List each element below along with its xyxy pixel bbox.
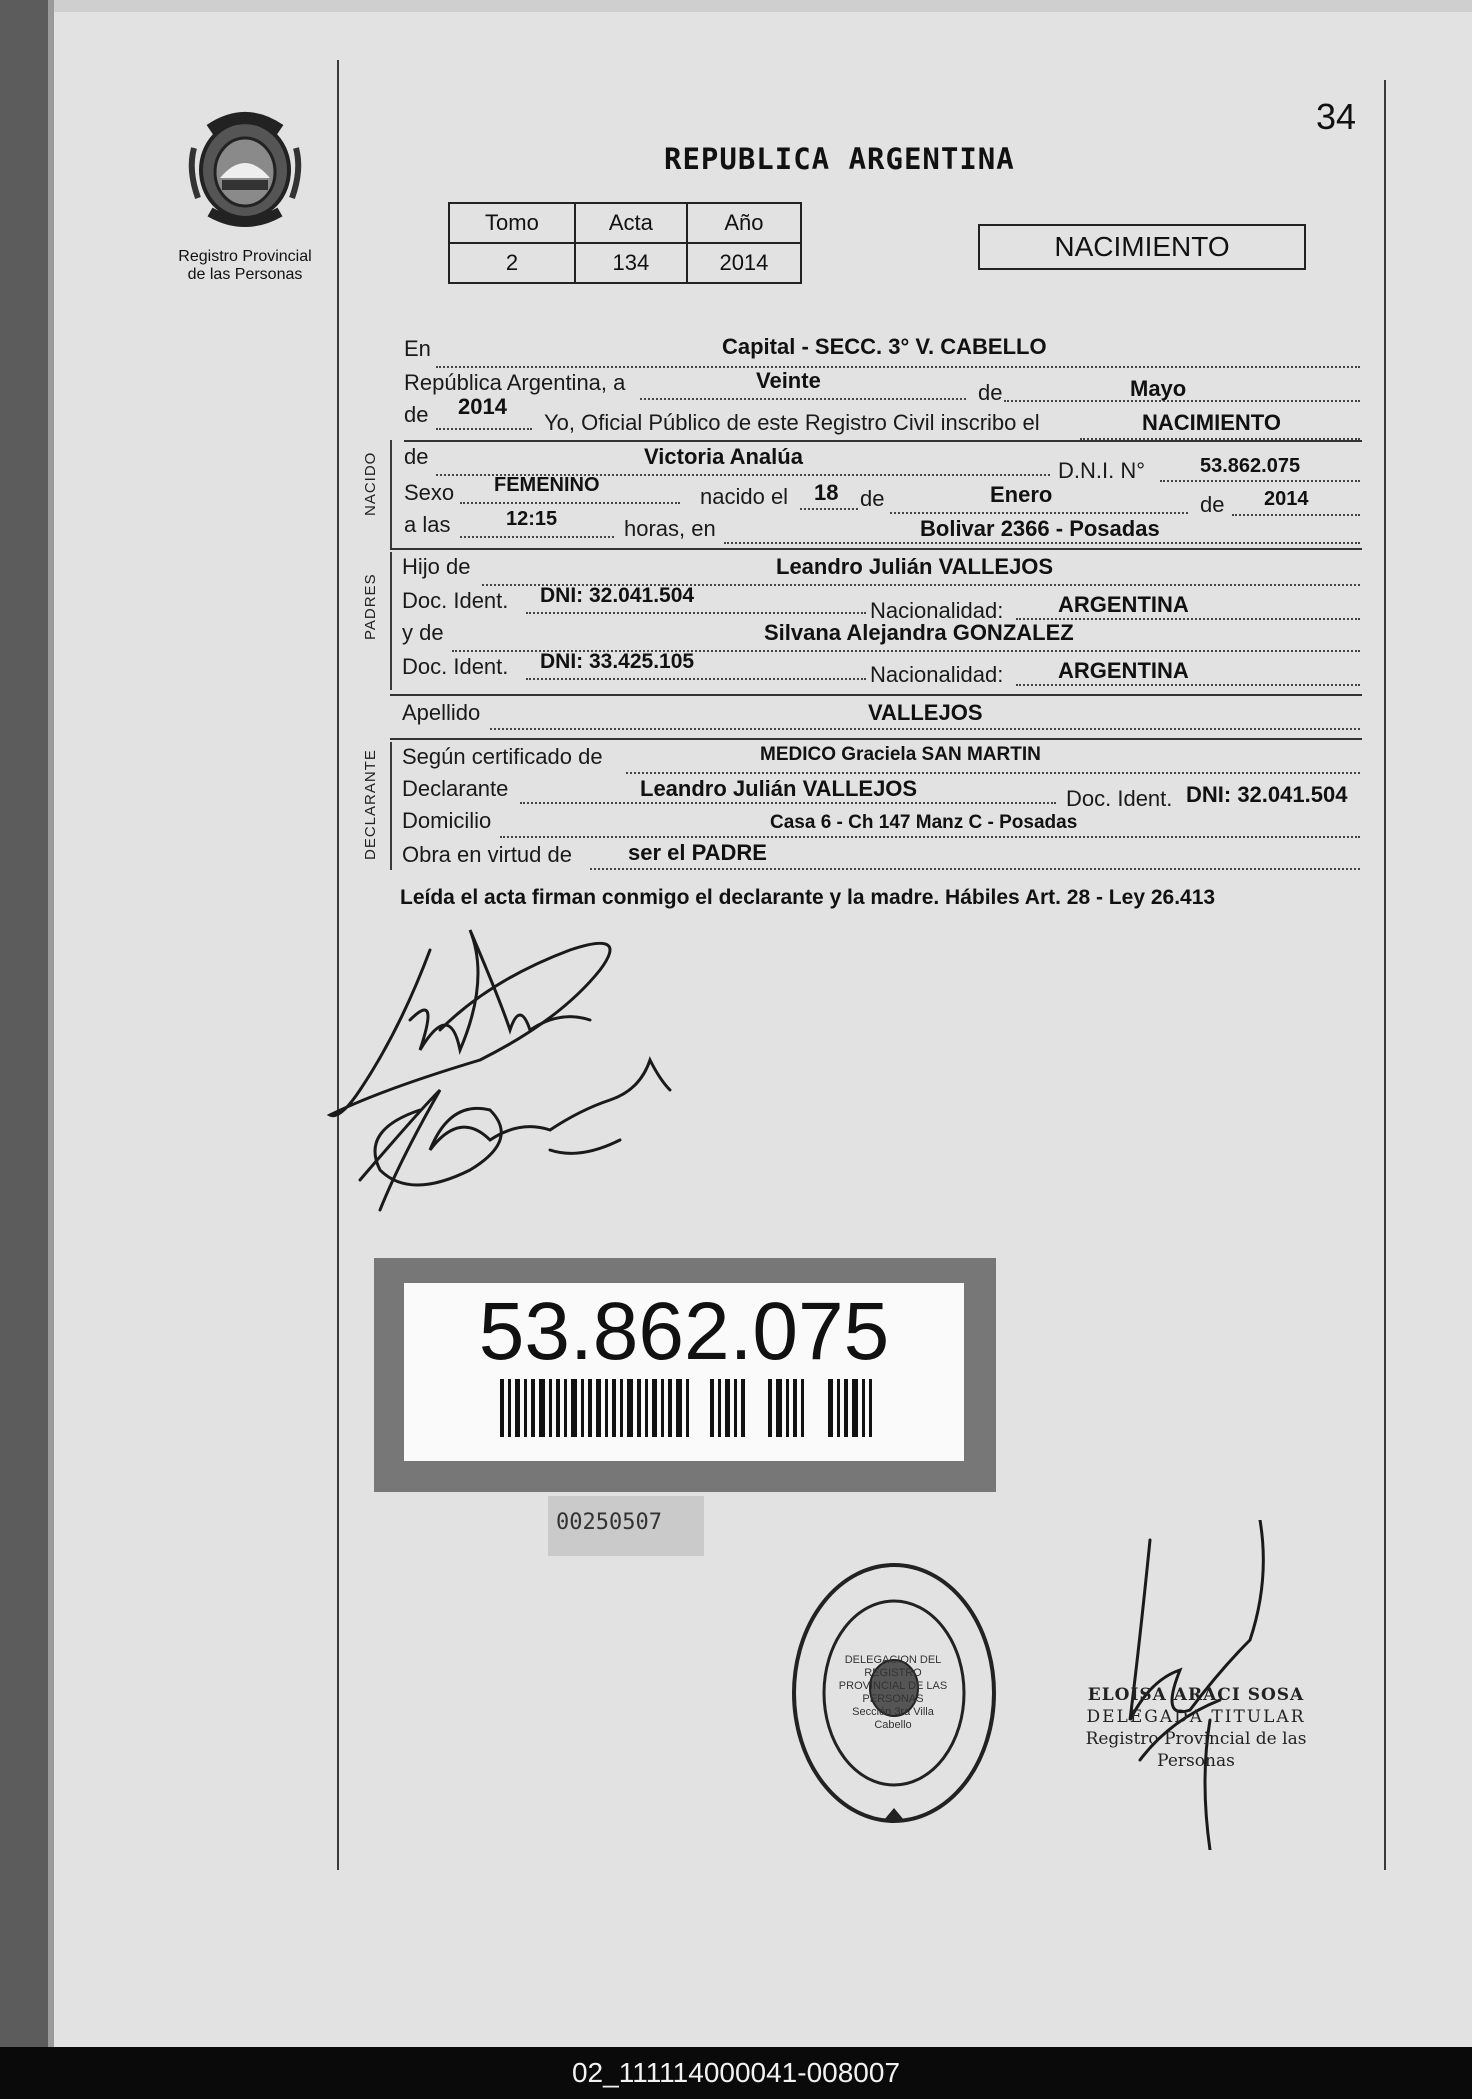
section-divider: [390, 548, 1362, 550]
father-doc: DNI: 32.041.504: [540, 584, 695, 607]
mother-nationality: ARGENTINA: [1058, 658, 1189, 683]
domicilio-value: Casa 6 - Ch 147 Manz C - Posadas: [770, 812, 1078, 833]
officer-block: [1066, 1684, 1326, 1772]
officer-role: DELEGADA TITULAR: [1086, 1707, 1306, 1727]
sexo-value: FEMENINO: [494, 474, 600, 496]
dotted-line: [436, 366, 1360, 368]
signature-mother-stroke: [360, 1090, 440, 1210]
closing-statement: Leída el acta firman conmigo el declarante y la madre. Hábiles Art. 28 - Ley 26.413: [400, 886, 1216, 909]
dotted-line: [1016, 684, 1360, 686]
apellido-value: VALLEJOS: [868, 700, 983, 725]
statement-text: Yo, Oficial Público de este Registro Civil inscribo el: [544, 410, 1040, 435]
dotted-line: [520, 802, 1056, 804]
birth-time: 12:15: [506, 508, 558, 530]
declarante-label: Declarante: [402, 776, 509, 801]
dotted-line: [800, 508, 858, 510]
dotted-line: [460, 536, 614, 538]
tomo-header: Tomo: [449, 203, 575, 243]
section-divider: [390, 694, 1362, 696]
dotted-line: [1160, 480, 1360, 482]
dotted-line: [526, 612, 866, 614]
certificado-label: Según certificado de: [402, 744, 603, 769]
a-las-label: a las: [404, 512, 451, 537]
dotted-line: [436, 428, 532, 430]
dotted-line: [626, 772, 1360, 774]
act-type-box: NACIMIENTO: [978, 224, 1306, 270]
y-de-label: y de: [402, 620, 444, 645]
mother-doc: DNI: 33.425.105: [540, 650, 695, 673]
section-divider: [390, 738, 1362, 740]
birth-day: 18: [814, 480, 839, 505]
birth-month: Enero: [990, 482, 1053, 507]
page-edge: [48, 0, 54, 2047]
dotted-line: [640, 398, 966, 400]
page-number: 34: [1316, 96, 1357, 137]
day-word-value: Veinte: [756, 368, 821, 393]
month-value: Mayo: [1130, 376, 1187, 401]
dotted-line: [490, 728, 1360, 730]
declarante-doc-value: DNI: 32.041.504: [1186, 782, 1348, 807]
apellido-label: Apellido: [402, 700, 481, 725]
declarante-doc-label: Doc. Ident.: [1066, 786, 1173, 811]
ano-header: Año: [687, 203, 801, 243]
domicilio-label: Domicilio: [402, 808, 492, 833]
section-bracket: [390, 742, 392, 870]
dni-label: D.N.I. N°: [1058, 458, 1146, 483]
republica-label: República Argentina, a: [404, 370, 626, 395]
place-value: Capital - SECC. 3° V. CABELLO: [722, 334, 1047, 359]
dotted-line: [500, 836, 1360, 838]
de-label: de: [978, 380, 1003, 405]
dotted-line: [526, 678, 866, 680]
section-bracket: [390, 552, 392, 690]
dotted-line: [890, 512, 1188, 514]
year-value: 2014: [458, 394, 507, 419]
horas-label: horas, en: [624, 516, 716, 541]
de-label: de: [860, 486, 885, 511]
sexo-label: Sexo: [404, 480, 455, 505]
padres-section-label: PADRES: [362, 573, 379, 640]
certificado-value: MEDICO Graciela SAN MARTIN: [760, 744, 1041, 765]
child-dni: 53.862.075: [1200, 455, 1301, 477]
dotted-line: [724, 542, 1360, 544]
section-bracket: [390, 440, 392, 548]
father-nationality: ARGENTINA: [1058, 592, 1189, 617]
barcode: [500, 1379, 872, 1437]
scan-left-edge: [0, 0, 48, 2047]
child-name: Victoria Analúa: [644, 444, 803, 469]
signatures: [320, 910, 740, 1240]
mother-name: Silvana Alejandra GONZALEZ: [764, 620, 1074, 645]
crest-logo: [180, 108, 310, 228]
officer-name: ELOISA ARACI SOSA: [1087, 1685, 1305, 1705]
officer-org: Registro Provincial de las Personas: [1085, 1729, 1307, 1771]
scan-id-footer: 02_111114000041-008007: [0, 2047, 1472, 2099]
acta-value: 134: [575, 243, 687, 283]
nacido-de-label: de: [404, 444, 429, 469]
nacionalidad-label: Nacionalidad:: [870, 662, 1004, 687]
statement-value: NACIMIENTO: [1142, 410, 1281, 435]
dotted-line: [1232, 514, 1360, 516]
acta-header: Acta: [575, 203, 687, 243]
dotted-line: [460, 502, 680, 504]
birth-year: 2014: [1264, 488, 1309, 510]
tomo-value: 2: [449, 243, 575, 283]
declarante-value: Leandro Julián VALLEJOS: [640, 776, 918, 801]
de-label: de: [1200, 492, 1225, 517]
nacionalidad-label: Nacionalidad:: [870, 598, 1004, 623]
birth-place: Bolivar 2366 - Posadas: [920, 516, 1160, 541]
serial-number: 00250507: [556, 1510, 662, 1535]
declarante-section-label: DECLARANTE: [362, 749, 379, 860]
signature-father-stroke: [410, 930, 590, 1050]
registry-name: Registro Provincial de las Personas: [178, 248, 312, 283]
de-year-label: de: [404, 402, 429, 427]
scan-top-edge: [54, 0, 1472, 12]
obra-label: Obra en virtud de: [402, 842, 572, 867]
right-margin-line: [1384, 80, 1386, 1870]
en-label: En: [404, 336, 431, 361]
section-divider: [404, 440, 1362, 442]
obra-value: ser el PADRE: [628, 840, 767, 865]
father-name: Leandro Julián VALLEJOS: [776, 554, 1054, 579]
record-table: [448, 202, 802, 284]
signature-mother-stroke: [550, 1140, 620, 1153]
seal-text: DELEGACION DEL REGISTRO PROVINCIAL DE LAS PERSONAS Sección 3ra Villa Cabello: [838, 1654, 948, 1731]
nacido-section-label: NACIDO: [362, 451, 379, 516]
ano-value: 2014: [687, 243, 801, 283]
sticker-number: 53.862.075: [478, 1286, 890, 1377]
doc-ident-label: Doc. Ident.: [402, 654, 509, 679]
dotted-line: [590, 868, 1360, 870]
hijo-de-label: Hijo de: [402, 554, 471, 579]
document-title: REPUBLICA ARGENTINA: [664, 142, 1015, 176]
signature-father-stroke: [330, 943, 610, 1115]
nacido-el-label: nacido el: [700, 484, 789, 509]
doc-ident-label: Doc. Ident.: [402, 588, 509, 613]
